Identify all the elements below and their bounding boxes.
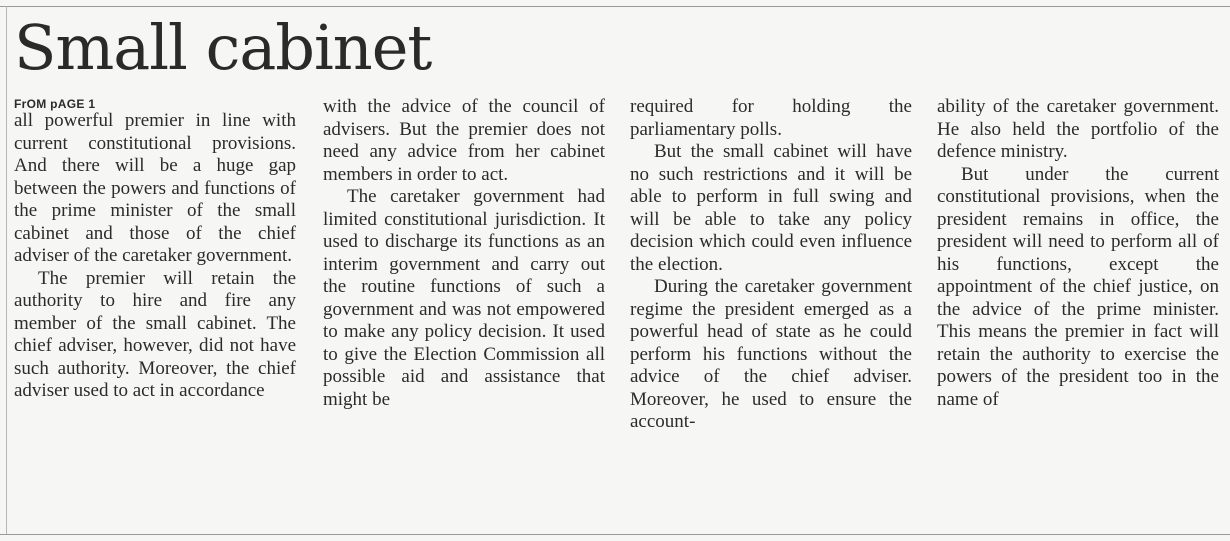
article-column-3 — [630, 96, 912, 434]
article-column-2 — [323, 96, 605, 411]
headline: Small cabinet — [14, 11, 432, 84]
left-rule — [6, 6, 7, 534]
paragraph: with the advice of the council of advisers. But the premier does not need any advice from her cabinet members in order to act. — [323, 96, 605, 185]
paragraph: The caretaker government had limited constitutional jurisdiction. It used to discharge its functions as an interim government and carry out the routine functions of such a government and was not empowered to make any policy decision. It used to give the Election Commission all possible aid and assistance that might be — [323, 186, 605, 410]
kicker-from-page: FrOM pAGE 1 — [14, 97, 96, 111]
article-column-4 — [937, 96, 1219, 411]
top-rule — [0, 6, 1230, 7]
paragraph: all powerful premier in line with current constitutional provisions. And there will be a huge gap between the powers and functions of the prime minister of the small cabinet and those of the chief adviser of the caretaker government. — [14, 110, 296, 266]
paragraph: During the caretaker government regime the president emerged as a powerful head of state as he could perform his functions without the advice of the chief adviser. Moreover, he used to ensure the account- — [630, 276, 912, 432]
article-column-1 — [14, 96, 296, 403]
paragraph: But the small cabinet will have no such restrictions and it will be able to perform in full swing and will be able to take any policy decision which could even influence the election. — [630, 141, 912, 275]
paragraph: The premier will retain the authority to hire and fire any member of the small cabinet. The chief adviser, however, did not have such authority. Moreover, the chief adviser used to act in accordance — [14, 267, 296, 401]
bottom-rule — [0, 534, 1230, 535]
paragraph: But under the current constitutional provisions, when the president remains in office, the president will need to perform all of his functions, except the appointment of the chief justice, on the advice of the prime minister. This means the premier in fact will retain the authority to exercise the powers of the president too in the name of — [937, 163, 1219, 410]
paragraph: ability of the caretaker government. He also held the portfolio of the defence ministry. — [937, 96, 1219, 162]
paragraph: required for holding the parliamentary polls. — [630, 96, 912, 140]
